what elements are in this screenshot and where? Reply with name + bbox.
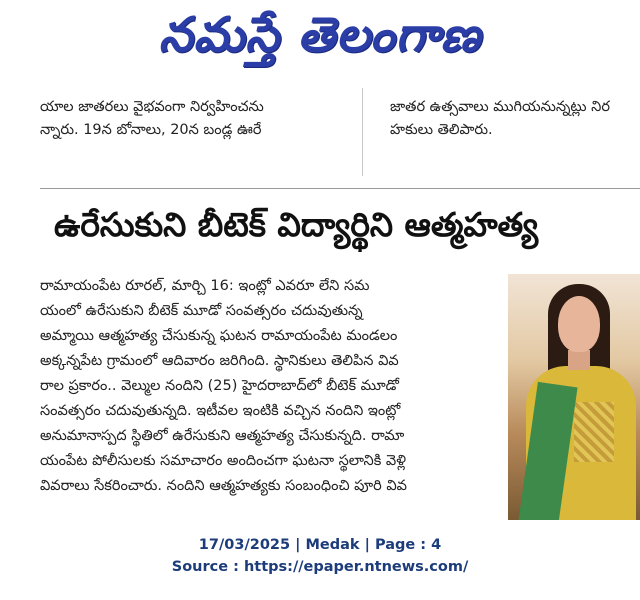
source-caption (0, 534, 640, 578)
body-line: అక్కన్నపేట గ్రామంలో ఆదివారం జరిగింది. స్థానికులు తెలిపిన వివ (40, 353, 399, 369)
body-line: రామాయంపేట రూరల్, మార్చి 16: ఇంట్లో ఎవరూ లేని సమ (40, 278, 370, 294)
column-divider (362, 88, 363, 176)
previous-article-left-column (40, 88, 340, 142)
cropped-text-line (40, 88, 340, 96)
student-photo (508, 274, 640, 520)
newspaper-clipping (40, 88, 640, 520)
section-rule (40, 188, 640, 189)
previous-article-right-column (390, 88, 640, 142)
body-line: యంపేట పోలీసులకు సమాచారం అందించగా ఘటనా స్థలానికి వెళ్లి (40, 453, 406, 469)
text-line: హకులు తెలిపారు. (390, 122, 493, 138)
body-line: సంవత్సరం చదువుతున్నది. ఇటీవల ఇంటికి వచ్చిన నందిని ఇంట్లో (40, 403, 401, 419)
body-line: అనుమానాస్పద స్థితిలో ఉరేసుకుని ఆత్మహత్య చేసుకున్నది. రామా (40, 428, 405, 444)
body-line: వివరాలు సేకరించారు. నందిని ఆత్మహత్యకు సంబంధించి పూరి వివ (40, 478, 407, 494)
edition-info: 17/03/2025 | Medak | Page : 4 (198, 537, 442, 553)
cropped-text-line (390, 88, 640, 96)
body-line: రాల ప్రకారం.. వెల్ముల నందిని (25) హైదరాబాద్‌లో బీటెక్ మూడో (40, 378, 399, 394)
article-body (40, 274, 500, 499)
masthead (0, 0, 640, 82)
photo-neck (568, 350, 590, 370)
source-link[interactable]: Source : https://epaper.ntnews.com/ (171, 559, 469, 575)
text-line: న్నారు. 19న బోనాలు, 20న బండ్ల ఊరే (40, 122, 262, 138)
article-headline: ఉరేసుకుని బీటెక్ విద్యార్థిని ఆత్మహత్య (54, 205, 539, 244)
body-line: యంలో ఉరేసుకుని బీటెక్ మూడో సంవత్సరం చదువుతున్న (40, 303, 363, 319)
text-line: జాతర ఉత్సవాలు ముగియనున్నట్లు నిర (390, 99, 610, 115)
photo-face (558, 296, 600, 352)
photo-dress-pattern (574, 402, 614, 462)
text-line: యాల జాతరలు వైభవంగా నిర్వహించను (40, 99, 264, 115)
body-line: అమ్మాయి ఆత్మహత్య చేసుకున్న ఘటన రామాయంపేట మండలం (40, 328, 398, 344)
newspaper-logo: నమస్తే తెలంగాణ (158, 7, 482, 63)
